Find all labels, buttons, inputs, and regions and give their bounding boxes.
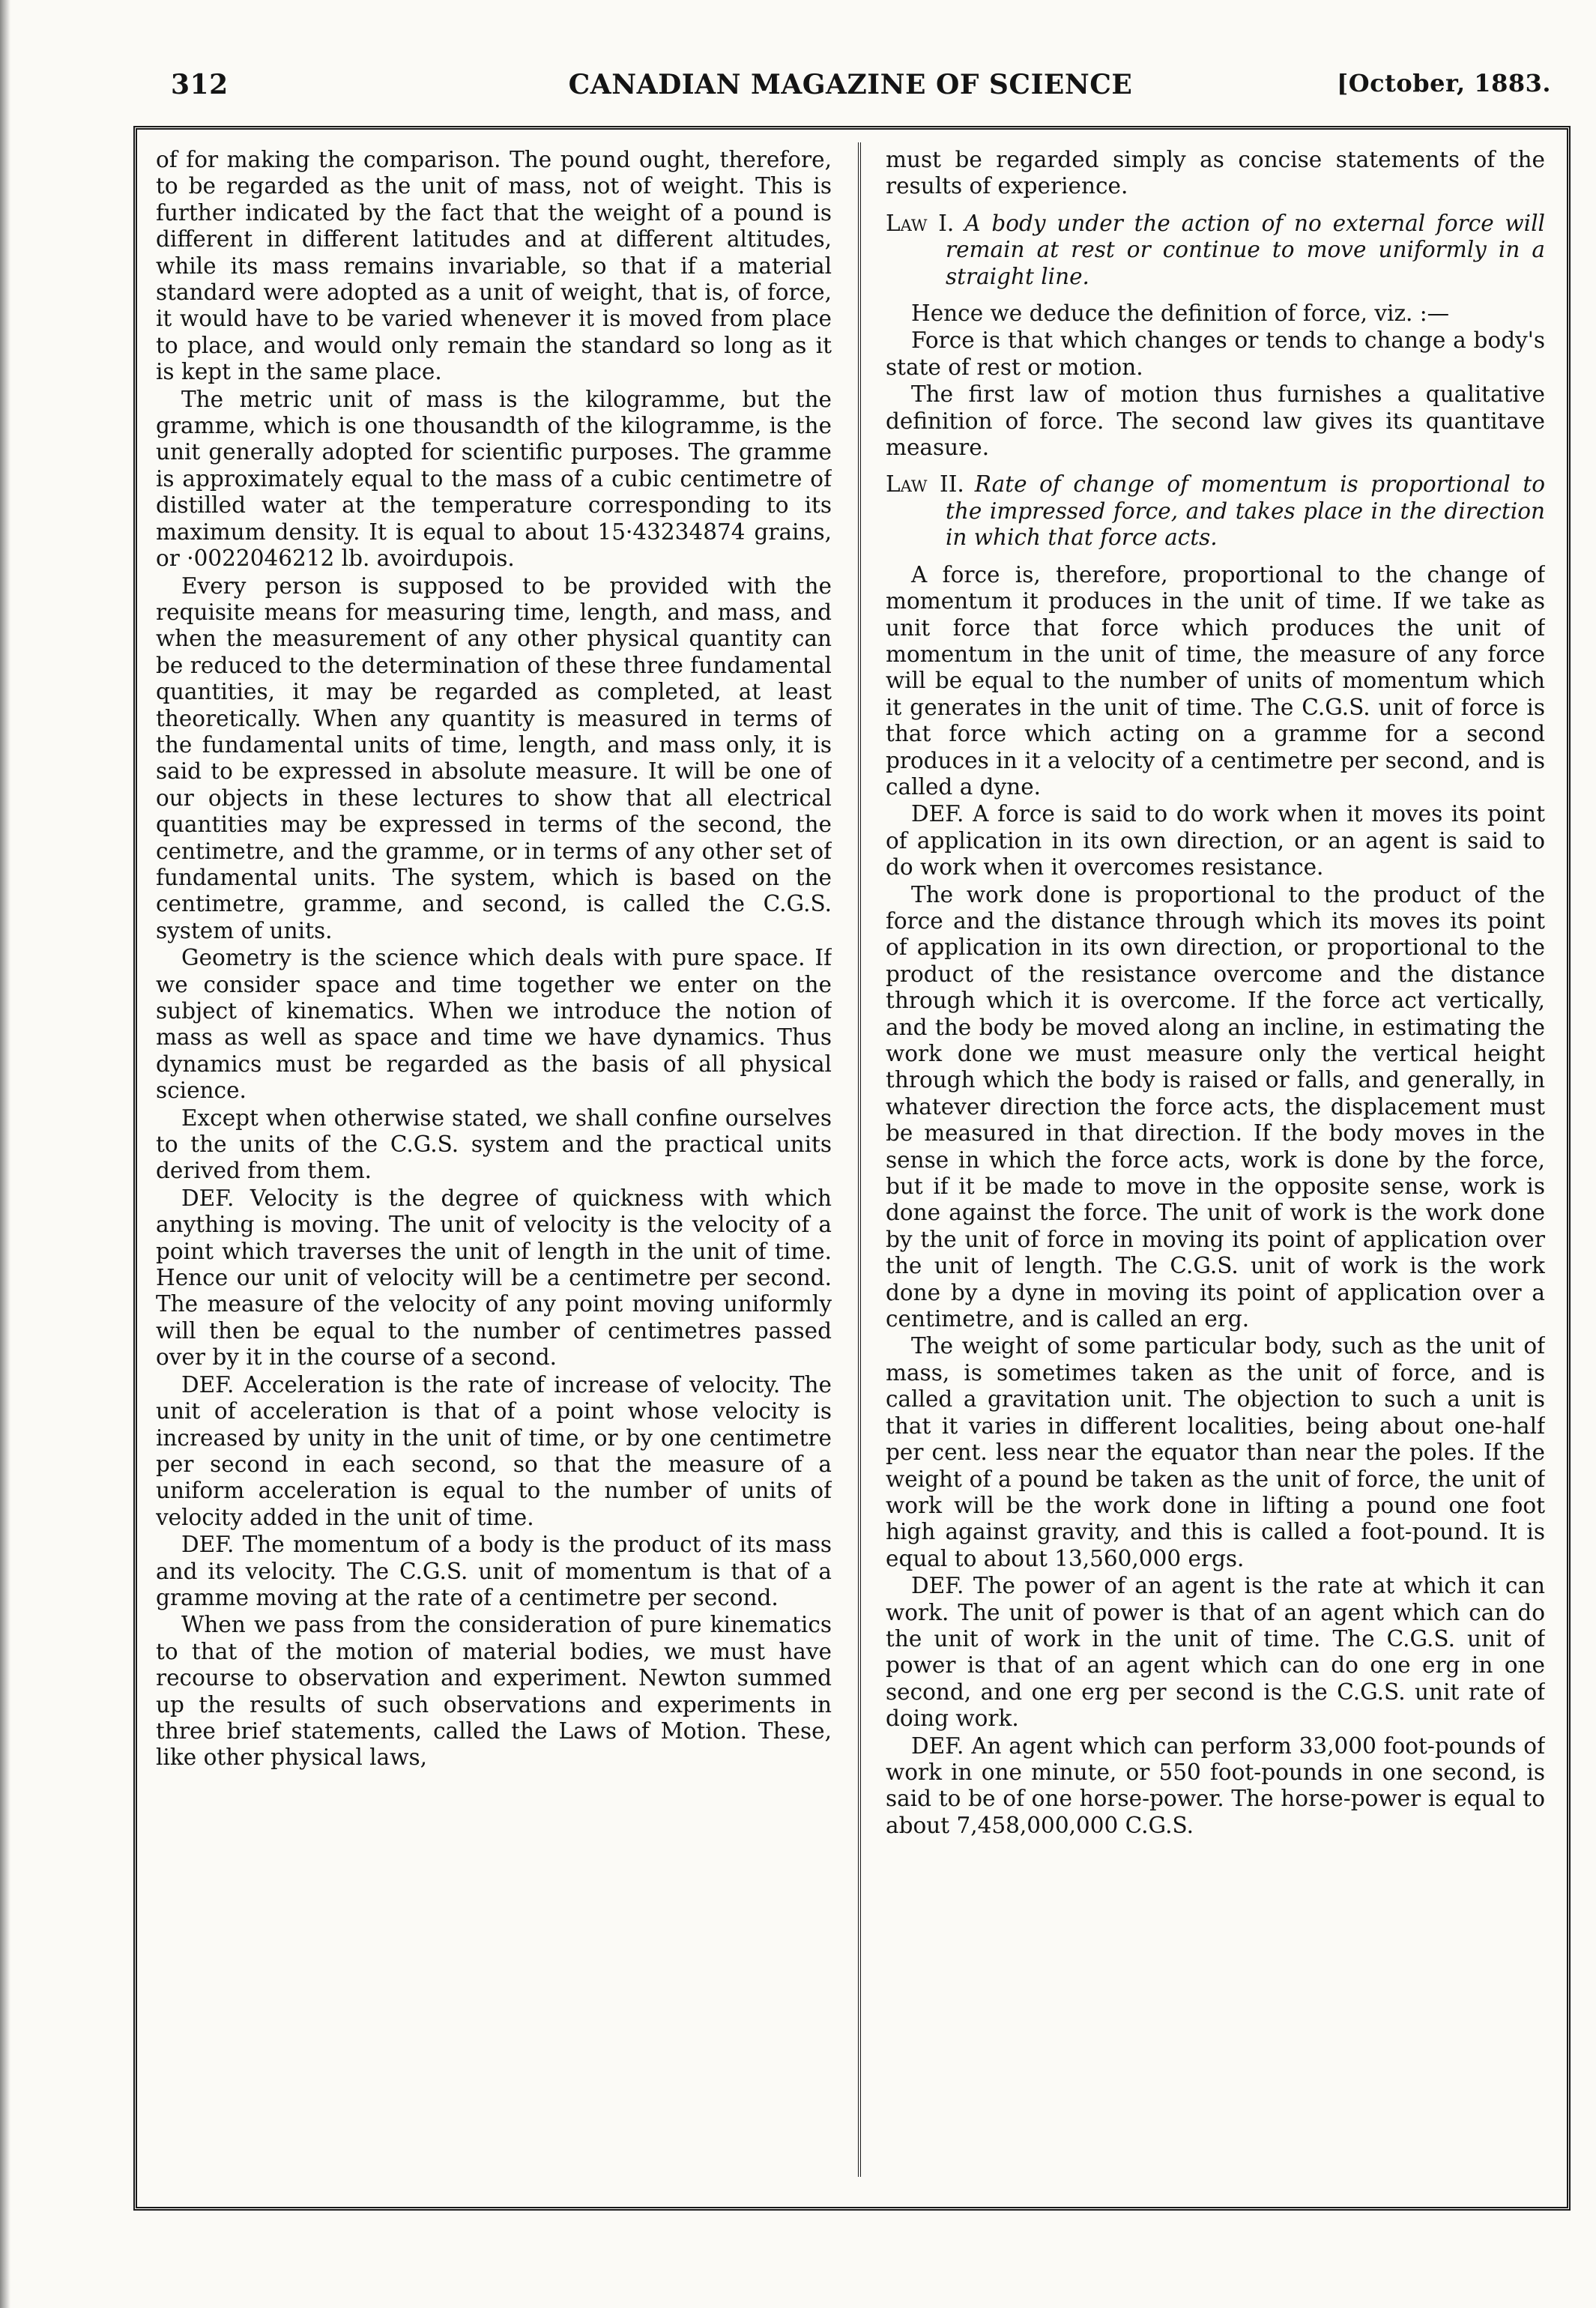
law-two [886,471,1545,551]
definition-momentum: DEF. The momentum of a body is the product of its mass and its velocity. The C.G.S. unit of momentum is that of a gramme moving at the rate of a centimetre per second. [156,1532,832,1610]
definition-power: DEF. The power of an agent is the rate at which it can work. The unit of power is that of an agent which can do the unit of work in the unit of time. The C.G.S. unit of power is that of an agent which can do one erg in one second, and one erg per second is the C.G.S. unit rate of doing work. [886,1573,1545,1732]
paragraph: Force is that which changes or tends to change a body's state of rest or motion. [886,327,1545,380]
paragraph: A force is, therefore, proportional to the change of momentum it produces in the unit of time. If we take as unit force that force which produces the unit of momentum in the unit of time, the measure of any force will be equal to the number of units of momentum which it generates in the unit of time. The C.G.S. unit of force is that force which acting on a gramme for a second produces in it a velocity of a centimetre per second, and is called a dyne. [886,561,1545,800]
law-one [886,211,1545,290]
law-text: Rate of change of momentum is proportional to the impressed force, and takes place in the direction in which that force acts. [946,471,1545,551]
paragraph: Every person is supposed to be provided with the requisite means for measuring time, length, and mass, and when the measurement of any other physical quantity can be reduced to the determination of these three fundamental quantities, it may be regarded as completed, at least theoretically. When any quantity is measured in terms of the fundamental units of time, length, and mass only, it is said to be expressed in absolute measure. It will be one of our objects in these lectures to show that all electrical quantities may be expressed in terms of the second, the centimetre, and the gramme, or in terms of any other set of fundamental units. The system, which is based on the centimetre, gramme, and second, is called the C.G.S. system of units. [156,573,832,943]
paragraph: must be regarded simply as concise statements of the results of experience. [886,147,1545,199]
paragraph: The metric unit of mass is the kilogramme, but the gramme, which is one thousandth of the kilogramme, is the unit generally adopted for scientific purposes. The gramme is approximately equal to the mass of a cubic centimetre of distilled water at the temperature corresponding to its maximum density. It is equal to about 15·43234874 grains, or ·0022046212 lb. avoirdupois. [156,386,832,572]
left-column [156,147,832,2174]
paragraph: Except when otherwise stated, we shall confine ourselves to the units of the C.G.S. system and the practical units derived from them. [156,1105,832,1184]
paragraph: Geometry is the science which deals with pure space. If we consider space and time together we enter on the subject of kinematics. When we introduce the notion of mass as well as space and time we have dynamics. Thus dynamics must be regarded as the basis of all physical science. [156,945,832,1104]
issue-date: [October, 1883. [1337,69,1551,97]
law-label: Law I. [886,210,955,236]
law-text: A body under the action of no external force will remain at rest or continue to move uniformly in a straight line. [946,210,1545,289]
paragraph: The weight of some particular body, such as the unit of mass, is sometimes taken as the unit of force, and is called a gravitation unit. The objection to such a unit is that it varies in different localities, being about one-half per cent. less near the equator than near the poles. If the weight of a pound be taken as the unit of force, the unit of work will be the work done in lifting a pound one foot high against gravity, and this is called a foot-pound. It is equal to about 13,560,000 ergs. [886,1333,1545,1571]
paragraph: Hence we deduce the definition of force, viz. :— [911,300,1450,327]
definition-horse-power: DEF. An agent which can perform 33,000 foot-pounds of work in one minute, or 550 foot-pounds in one second, is said to be of one horse-power. The horse-power is equal to about 7,458,000,000 C.G.S. [886,1732,1545,1838]
paragraph: The work done is proportional to the product of the force and the distance through which its moves its point of application in its own direction, or proportional to the product of the resistance overcome and the distance through which it is overcome. If the force act vertically, and the body be moved along an incline, in estimating the work done we must measure only the vertical height through which the body is raised or falls, and generally, in whatever direction the force acts, the displacement must be measured in that direction. If the body moves in the sense in which the force acts, work is done by the force, but if it be made to move in the opposite sense, work is done against the force. The unit of work is the work done by the unit of force in moving its point of application over the unit of length. The C.G.S. unit of work is the work done by a dyne in moving its point of application over a centimetre, and is called an erg. [886,881,1545,1332]
paragraph: of for making the comparison. The pound ought, therefore, to be regarded as the unit of mass, not of weight. This is further indicated by the fact that the weight of a pound is different in different latitudes and at different altitudes, while its mass remains invariable, so that if a material standard were adopted as a unit of weight, that is, of force, it would have to be varied whenever it is moved from place to place, and would only remain the standard so long as it is kept in the same place. [156,147,832,385]
running-header [150,61,1551,106]
journal-title: CANADIAN MAGAZINE OF SCIENCE [568,69,1133,100]
definition-acceleration: DEF. Acceleration is the rate of increase of velocity. The unit of acceleration is that of a point whose velocity is increased by unity in the unit of time, or by one centimetre per second in each second, so that the measure of a uniform acceleration is equal to the number of units of velocity added in the unit of time. [156,1371,832,1530]
right-column [886,147,1545,2174]
definition-velocity: DEF. Velocity is the degree of quickness with which anything is moving. The unit of velocity is the velocity of a point which traverses the unit of length in the unit of time. Hence our unit of velocity will be a centimetre per second. The measure of the velocity of any point moving uniformly will then be equal to the number of centimetres passed over by it in the course of a second. [156,1185,832,1371]
definition-work: DEF. A force is said to do work when it moves its point of application in its own direction, or an agent is said to do work when it overcomes resistance. [886,801,1545,880]
page-scan-edge [0,0,21,2308]
law-label: Law II. [886,471,964,498]
paragraph: The first law of motion thus furnishes a qualitative definition of force. The second law gives its quantitave measure. [886,381,1545,461]
column-divider [858,142,861,2177]
paragraph: When we pass from the consideration of pure kinematics to that of the motion of material bodies, we must have recourse to observation and experiment. Newton summed up the results of such observations and experiments in three brief statements, called the Laws of Motion. These, like other physical laws, [156,1612,832,1771]
page-number: 312 [171,69,229,100]
